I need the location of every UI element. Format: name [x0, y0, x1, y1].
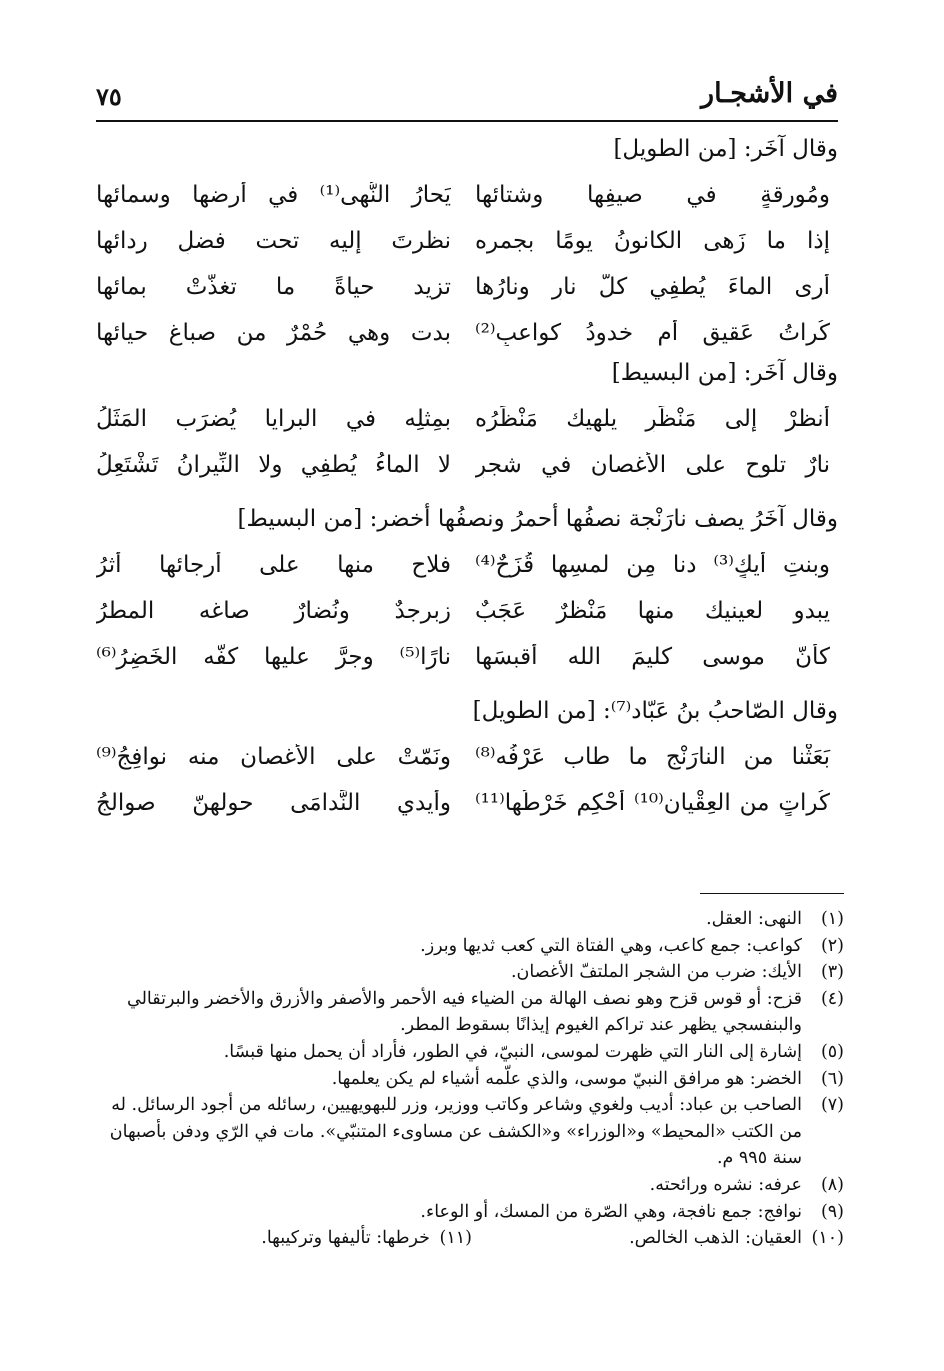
footnote [100, 959, 844, 986]
couplet [96, 396, 838, 442]
footnote [100, 1172, 844, 1199]
footnote-number: (١٠) [811, 1228, 844, 1249]
poem-body [96, 132, 838, 826]
couplet [96, 634, 838, 680]
page-number: ٧٥ [96, 82, 122, 111]
first-hemistich: أُنظرْ إلى مَنْظَرٍ يلهيك مَنْظَرُه [475, 406, 830, 432]
footnote-number: (٢) [820, 935, 844, 956]
first-hemistich: ومُورقةٍ في صيفِها وشتائها [475, 182, 830, 208]
footnote-text: خرطها: تأليفها وتركيبها. [261, 1228, 430, 1249]
footnote-text: عرفه: نشره ورائحته. [649, 1174, 802, 1195]
footnote-text: العقيان: الذهب الخالص. [629, 1228, 802, 1249]
second-hemistich: لا الماءُ يُطفِي ولا النِّيرانُ تَشْتَعِلُ [96, 452, 451, 478]
footnote [100, 1092, 844, 1172]
footnote [100, 1225, 472, 1252]
footnote-text: قزح: أو قوس قزح وهو نصف الهالة من الضياء فيه الأحمر والأصفر والأزرق والأخضر والبرتقالي والبنفسجي يظهر عند تراكم الغيوم إيذانًا بسقوط المطر. [127, 988, 802, 1036]
footnote [472, 1225, 844, 1252]
footnote-number: (١١) [439, 1228, 472, 1249]
couplet [96, 780, 838, 826]
second-hemistich: وأيدي النَّدامَى حولهنّ صوالجُ [96, 790, 451, 816]
second-hemistich: يَحارُ النُّهى⁽¹⁾ في أرضها وسمائها [96, 182, 451, 208]
first-hemistich: وبنتِ أيكٍ⁽³⁾ دنا مِن لمسِها قُزَحٌ⁽⁴⁾ [475, 552, 830, 578]
footnote [100, 1039, 844, 1066]
running-title: في الأشجـار [701, 78, 838, 109]
second-hemistich: ونَمّتْ على الأغصان منه نوافِجُ⁽⁹⁾ [96, 744, 451, 770]
couplet [96, 442, 838, 488]
footnote-number: (٧) [820, 1095, 844, 1116]
second-hemistich: نظرتَ إليه تحت فضلِ ردائها [96, 228, 451, 254]
second-hemistich: زبرجدٌ ونُضارٌ صاغه المطرُ [96, 598, 451, 624]
header-rule [96, 120, 838, 122]
couplet [96, 542, 838, 588]
second-hemistich: فلاح منها على أرجائها أثرُ [96, 552, 451, 578]
second-hemistich: بدت وهي حُمْرٌ من صباغِ حيائها [96, 320, 451, 346]
couplet [96, 588, 838, 634]
footnote [100, 906, 844, 933]
second-hemistich: بمِثلِه في البرايا يُضرَب المَثَلُ [96, 406, 451, 432]
first-hemistich: كُراتُ عَقيقٍ أم خدودُ كواعبٍ⁽²⁾ [475, 320, 830, 346]
footnote-text: الأيك: ضرب من الشجر الملتفّ الأغصان. [510, 962, 802, 983]
footnote [100, 986, 844, 1039]
first-hemistich: نارٌ تلوح على الأغصان في شجرٍ [475, 452, 830, 478]
footnote-number: (١) [820, 909, 844, 929]
first-hemistich: كُراتٍ من العِقْيان⁽¹⁰⁾ أُحْكِم خَرْطُها⁽¹¹⁾ [475, 790, 830, 816]
footnote-number: (٣) [820, 962, 844, 983]
couplet [96, 734, 838, 780]
footnote-text: إشارة إلى النار التي ظهرت لموسى، النبيّ، في الطور، فأراد أن يحمل منها قبسًا. [223, 1041, 802, 1062]
couplet [96, 172, 838, 218]
first-hemistich: إذا ما زَهى الكانونُ يومًا بجمره [475, 228, 830, 254]
footnotes [100, 906, 844, 1252]
first-hemistich: أرى الماءَ يُطفِي كلَّ نارٍ ونارُها [475, 274, 830, 300]
footnote-text: كواعب: جمع كاعب، وهي الفتاة التي كعب ثديها وبرز. [420, 935, 802, 956]
couplet [96, 310, 838, 356]
couplet [96, 264, 838, 310]
second-hemistich: نارًا⁽⁵⁾ وجرَّ عليها كفَّه الخَضِرُ⁽⁶⁾ [96, 644, 451, 670]
couplet [96, 218, 838, 264]
footnote-text: النهى: العقل. [706, 909, 802, 929]
footnote [100, 1066, 844, 1093]
footnote-text: نوافج: جمع نافجة، وهي الصّرة من المسك، أو الوعاء. [420, 1201, 802, 1222]
footnote-number: (٩) [820, 1201, 844, 1222]
second-hemistich: تزيد حياةً ما تغذّتْ بمائها [96, 274, 451, 300]
page-header [96, 78, 838, 116]
footnote-number: (٦) [820, 1068, 844, 1089]
footnote-text: الصاحب بن عباد: أديب ولغوي وشاعر وكاتب ووزير، وزر للبهويهيين، رسائله من أجود الرسائل. له من الكتب «المحيط» و«الوزراء» و«الكشف عن مساوىء المتنبّي». مات في الرّي ودفن بأصبهان سنة ٩٩٥ م. [109, 1095, 802, 1169]
footnote [100, 1199, 844, 1226]
poem-intro: وقال آخَر: [من الطويل] [613, 136, 838, 162]
footnote-number: (٥) [820, 1041, 844, 1062]
poem-intro: وقال آخَرُ يصف نارَنْجة نصفُها أحمرُ ونصفُها أخضر: [من البسيط] [237, 506, 838, 532]
footnote-text: الخضر: هو مرافق النبيّ موسى، والذي علّمه أشياء لم يكن يعلمها. [331, 1068, 802, 1089]
footnote-pair [100, 1225, 844, 1252]
poem-intro: وقال آخَر: [من البسيط] [611, 360, 838, 386]
footnote-number: (٤) [820, 988, 844, 1009]
first-hemistich: كأنّ موسى كليمَ الله أقبسَها [475, 644, 830, 670]
footnote [100, 933, 844, 960]
first-hemistich: بَعَثْنا من النارَنْج ما طاب عَرْفُه⁽⁸⁾ [475, 744, 830, 770]
first-hemistich: يبدو لعينيك منها مَنْظرٌ عَجَبٌ [475, 598, 830, 624]
footnote-number: (٨) [820, 1174, 844, 1195]
poem-intro: وقال الصّاحبُ بنُ عَبّاد⁽⁷⁾: [من الطويل] [472, 698, 838, 724]
footnote-rule [700, 893, 844, 894]
